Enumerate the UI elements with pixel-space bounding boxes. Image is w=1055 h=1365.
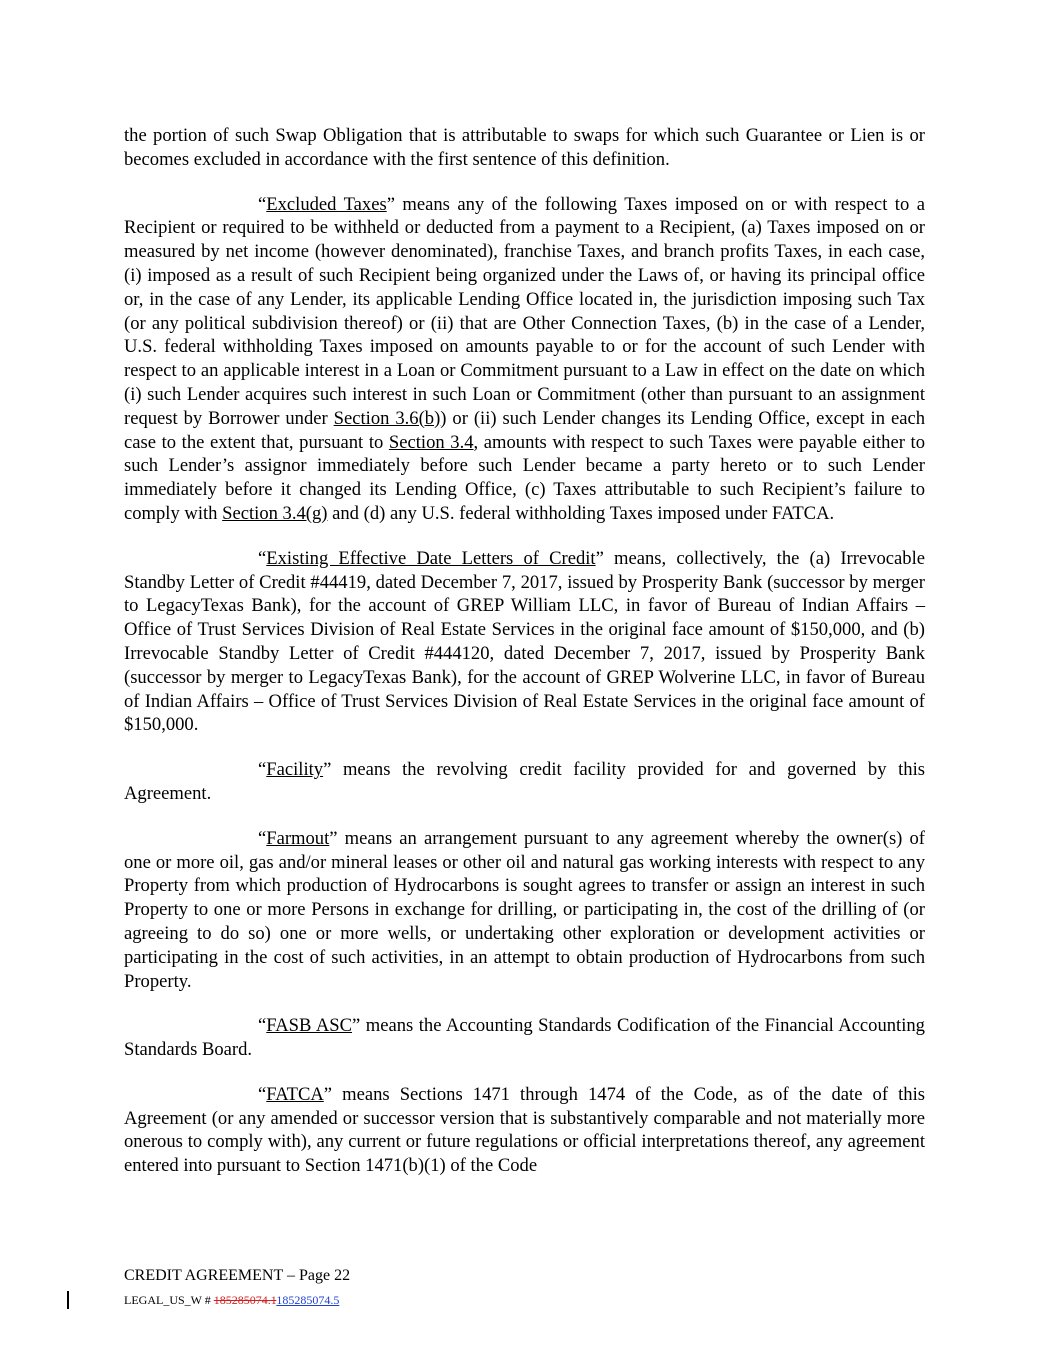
- inserted-doc-number: 185285074.5: [276, 1293, 340, 1307]
- section-ref-3-4-g: Section 3.4(g): [222, 502, 328, 524]
- term-existing-letters-of-credit: Existing Effective Date Letters of Credit: [266, 547, 596, 569]
- page-footer: [124, 1266, 350, 1308]
- revision-change-bar: [67, 1291, 69, 1309]
- definition-fatca: “FATCA” means Sections 1471 through 1474 of the Code, as of the date of this Agreement (or any amended or successor version that is substantively comparable and not materially more onerous to comply with), any current or future regulations or official interpretations thereof, any agreement entered into pursuant to Section 1471(b)(1) of the Code: [124, 1083, 925, 1177]
- open-quote: “: [258, 193, 267, 215]
- footer-document-id: LEGAL_US_W # 185285074.1185285074.5: [124, 1293, 340, 1307]
- definition-farmout: “Farmout” means an arrangement pursuant to any agreement whereby the owner(s) of one or more oil, gas and/or mineral leases or other oil and natural gas working interests with respect to any Property from which production of Hydrocarbons is sought agrees to transfer or assign an interest in such Property to one or more Persons in exchange for drilling, or participating in, the cost of the drilling of (or agreeing to do so) one or more wells, or undertaking other exploration or development activities or participating in the cost of such activities, in an attempt to obtain production of Hydrocarbons from such Property.: [124, 827, 925, 992]
- footer-page-label: CREDIT AGREEMENT – Page 22: [124, 1267, 351, 1284]
- term-fatca: FATCA: [266, 1083, 324, 1105]
- swap-obligation-continuation: the portion of such Swap Obligation that is attributable to swaps for which such Guarantee or Lien is or becomes excluded in accordance with the first sentence of this definition.: [124, 125, 925, 170]
- term-excluded-taxes: Excluded Taxes: [266, 193, 387, 215]
- definition-facility: “Facility” means the revolving credit facility provided for and governed by this Agreement.: [124, 759, 925, 804]
- definition-existing-letters-of-credit: “Existing Effective Date Letters of Credit” means, collectively, the (a) Irrevocable Standby Letter of Credit #44419, dated December 7, 2017, issued by Prosperity Bank (successor by merger to LegacyTexas Bank), for the account of GREP William LLC, in favor of Bureau of Indian Affairs – Office of Trust Services Division of Real Estate Services in the original face amount of $150,000, and (b) Irrevocable Standby Letter of Credit #444120, dated December 7, 2017, issued by Prosperity Bank (successor by merger to LegacyTexas Bank), for the account of GREP Wolverine LLC, in favor of Bureau of Indian Affairs – Office of Trust Services Division of Real Estate Services in the original face amount of $150,000.: [124, 547, 925, 736]
- section-ref-3-6-b: Section 3.6(b): [333, 407, 441, 429]
- section-ref-3-4: Section 3.4: [388, 431, 474, 453]
- term-farmout: Farmout: [266, 827, 330, 849]
- definition-fasb-asc: “FASB ASC” means the Accounting Standards Codification of the Financial Accounting Standards Board.: [124, 1015, 925, 1061]
- deleted-doc-number: 185285074.1: [213, 1293, 277, 1307]
- term-facility: Facility: [266, 759, 324, 781]
- term-fasb-asc: FASB ASC: [266, 1015, 353, 1037]
- definition-excluded-taxes: “Excluded Taxes” means any of the following Taxes imposed on or with respect to a Recipient or required to be withheld or deducted from a payment to a Recipient, (a) Taxes imposed on or measured by net income (however denominated), franchise Taxes, and branch profits Taxes, in each case, (i) imposed as a result of such Recipient being organized under the Laws of, or having its principal office or, in the case of any Lender, its applicable Lending Office located in, the jurisdiction imposing such Tax (or any political subdivision thereof) or (ii) that are Other Connection Taxes, (b) in the case of a Lender, U.S. federal withholding Taxes imposed on amounts payable to or for the account of such Lender with respect to an applicable interest in a Loan or Commitment pursuant to a Law in effect on the date on which (i) such Lender acquires such interest in such Loan or Commitment (other than pursuant to an assignment request by Borrower under Section 3.6(b)) or (ii) such Lender changes its Lending Office, except in each case to the extent that, pursuant to Section 3.4, amounts with respect to such Taxes were payable either to such Lender’s assignor immediately before such Lender became a party hereto or to such Lender immediately before it changed its Lending Office, (c) Taxes attributable to such Recipient’s failure to comply with Section 3.4(g) and (d) any U.S. federal withholding Taxes imposed under FATCA.: [124, 193, 926, 524]
- document-body: [124, 124, 925, 1178]
